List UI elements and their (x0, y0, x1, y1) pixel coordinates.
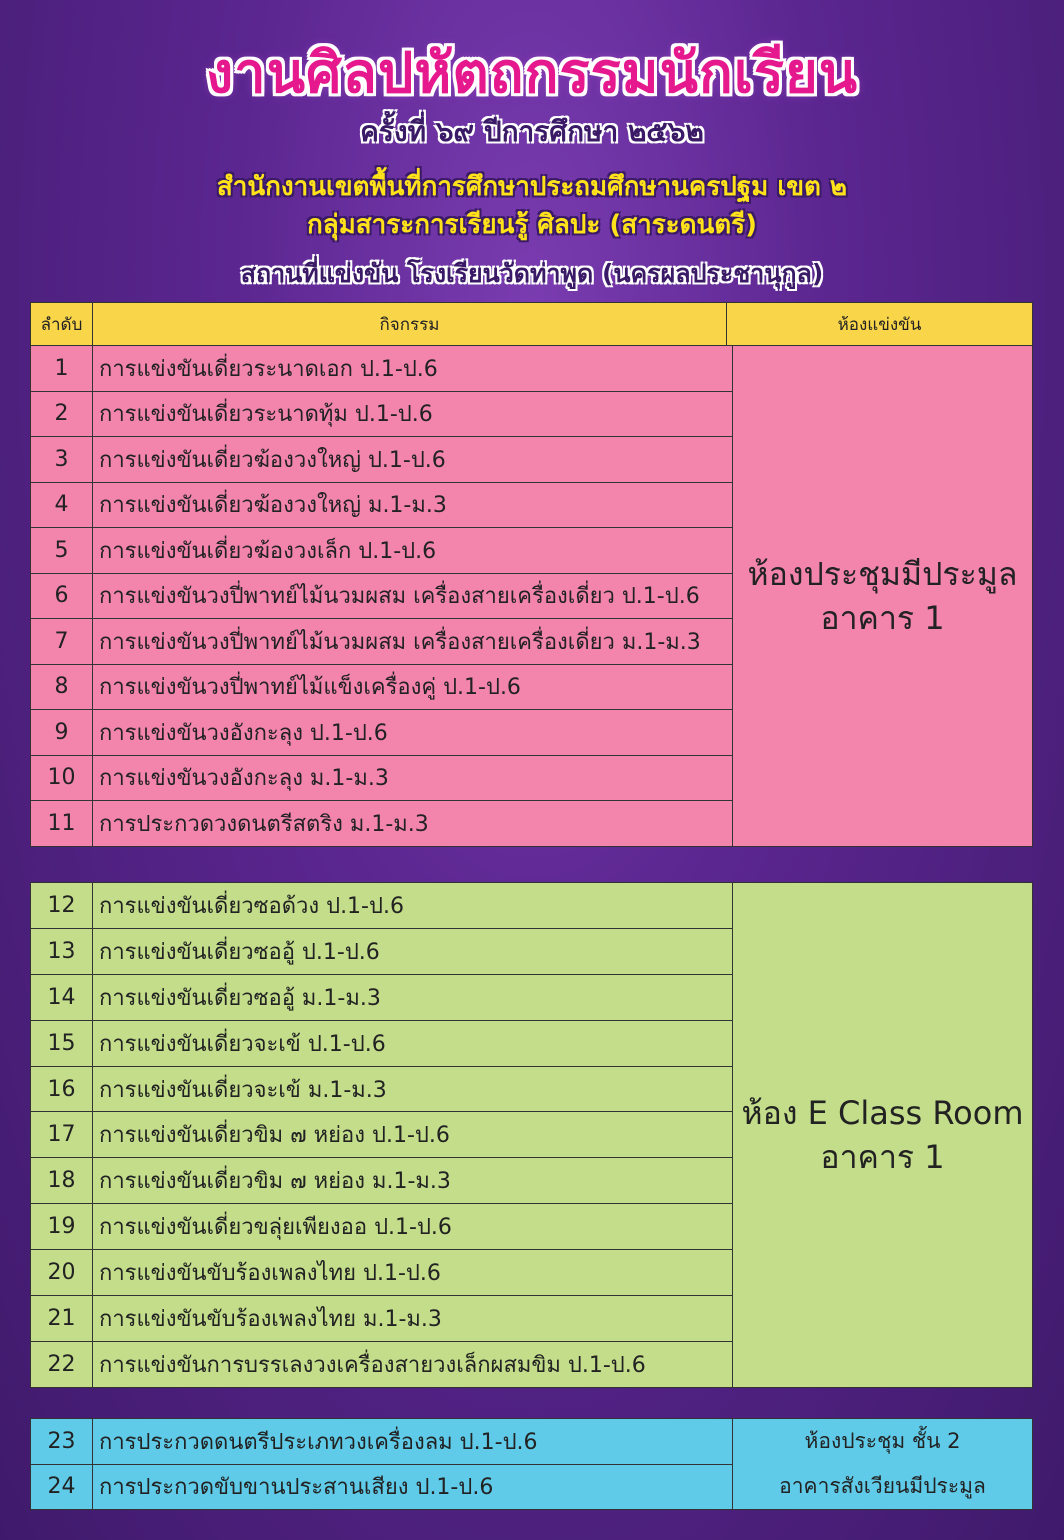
row-number: 4 (31, 482, 93, 528)
table-header (30, 302, 1033, 346)
column-header-activity: กิจกรรม (93, 303, 727, 346)
row-number: 8 (31, 664, 93, 710)
row-activity: การแข่งขันเดี่ยวขิม ๗ หย่อง ป.1-ป.6 (93, 1112, 733, 1158)
office-name: สำนักงานเขตพื้นที่การศึกษาประถมศึกษานครปฐม เขต ๒ (216, 172, 848, 202)
edition-subtitle: ครั้งที่ ๖๙ ปีการศึกษา ๒๕๖๒ (360, 115, 704, 148)
group-table-1 (30, 345, 1033, 847)
row-number: 20 (31, 1250, 93, 1296)
row-number: 13 (31, 928, 93, 974)
room-name: ห้องประชุม ชั้น 2 (804, 1429, 961, 1453)
row-number: 11 (31, 801, 93, 847)
row-activity: การประกวดขับขานประสานเสียง ป.1-ป.6 (93, 1464, 733, 1510)
row-number: 14 (31, 974, 93, 1020)
row-number: 3 (31, 437, 93, 483)
row-number: 19 (31, 1204, 93, 1250)
row-activity: การประกวดดนตรีประเภทวงเครื่องลม ป.1-ป.6 (93, 1419, 733, 1465)
row-number: 5 (31, 528, 93, 574)
row-activity: การแข่งขันเดี่ยวฆ้องวงใหญ่ ป.1-ป.6 (93, 437, 733, 483)
table-row (31, 1419, 1033, 1465)
row-activity: การแข่งขันวงปี่พาทย์ไม้แข็งเครื่องคู่ ป.1-ป.6 (93, 664, 733, 710)
room-name: ห้องประชุมมีประมูล (747, 554, 1018, 593)
room-building: อาคาร 1 (820, 1137, 945, 1176)
row-number: 17 (31, 1112, 93, 1158)
row-activity: การแข่งขันวงปี่พาทย์ไม้นวมผสม เครื่องสายเครื่องเดี่ยว ป.1-ป.6 (93, 573, 733, 619)
row-activity: การแข่งขันเดี่ยวขลุ่ยเพียงออ ป.1-ป.6 (93, 1204, 733, 1250)
row-number: 15 (31, 1020, 93, 1066)
table-row (31, 346, 1033, 392)
row-number: 21 (31, 1296, 93, 1342)
row-activity: การแข่งขันเดี่ยวขิม ๗ หย่อง ม.1-ม.3 (93, 1158, 733, 1204)
room-name: ห้อง E Class Room (741, 1093, 1024, 1132)
row-number: 23 (31, 1419, 93, 1465)
row-activity: การแข่งขันเดี่ยวซออู้ ม.1-ม.3 (93, 974, 733, 1020)
row-number: 2 (31, 391, 93, 437)
room-cell (733, 346, 1033, 847)
row-number: 9 (31, 710, 93, 756)
row-number: 12 (31, 883, 93, 929)
row-number: 10 (31, 755, 93, 801)
room-building: อาคารสังเวียนมีประมูล (779, 1474, 986, 1498)
row-activity: การแข่งขันวงอังกะลุง ป.1-ป.6 (93, 710, 733, 756)
column-header-room: ห้องแข่งขัน (727, 303, 1033, 346)
row-number: 6 (31, 573, 93, 619)
row-number: 1 (31, 346, 93, 392)
row-activity: การแข่งขันวงอังกะลุง ม.1-ม.3 (93, 755, 733, 801)
row-number: 7 (31, 619, 93, 665)
row-activity: การแข่งขันวงปี่พาทย์ไม้นวมผสม เครื่องสายเครื่องเดี่ยว ม.1-ม.3 (93, 619, 733, 665)
row-activity: การแข่งขันเดี่ยวระนาดเอก ป.1-ป.6 (93, 346, 733, 392)
room-cell (733, 1419, 1033, 1510)
row-number: 16 (31, 1066, 93, 1112)
room-cell (733, 883, 1033, 1388)
page-title: งานศิลปหัตถกรรมนักเรียน (205, 41, 859, 106)
row-activity: การแข่งขันขับร้องเพลงไทย ป.1-ป.6 (93, 1250, 733, 1296)
row-activity: การแข่งขันเดี่ยวระนาดทุ้ม ป.1-ป.6 (93, 391, 733, 437)
row-activity: การแข่งขันเดี่ยวจะเข้ ป.1-ป.6 (93, 1020, 733, 1066)
column-header-no: ลำดับ (31, 303, 93, 346)
group-table-3 (30, 1418, 1033, 1510)
venue: สถานที่แข่งขัน โรงเรียนวัดท่าพูด (นครผลประชานุกูล) (240, 259, 824, 288)
group-table-2 (30, 882, 1033, 1388)
row-number: 24 (31, 1464, 93, 1510)
table-row (31, 883, 1033, 929)
row-activity: การแข่งขันการบรรเลงวงเครื่องสายวงเล็กผสมขิม ป.1-ป.6 (93, 1341, 733, 1387)
row-activity: การแข่งขันเดี่ยวฆ้องวงใหญ่ ม.1-ม.3 (93, 482, 733, 528)
row-activity: การแข่งขันเดี่ยวฆ้องวงเล็ก ป.1-ป.6 (93, 528, 733, 574)
row-activity: การแข่งขันเดี่ยวจะเข้ ม.1-ม.3 (93, 1066, 733, 1112)
row-number: 18 (31, 1158, 93, 1204)
subject-group: กลุ่มสาระการเรียนรู้ ศิลปะ (สาระดนตรี) (306, 210, 758, 240)
row-activity: การแข่งขันเดี่ยวซออู้ ป.1-ป.6 (93, 928, 733, 974)
row-activity: การประกวดวงดนตรีสตริง ม.1-ม.3 (93, 801, 733, 847)
row-activity: การแข่งขันขับร้องเพลงไทย ม.1-ม.3 (93, 1296, 733, 1342)
room-building: อาคาร 1 (820, 598, 945, 637)
row-number: 22 (31, 1341, 93, 1387)
row-activity: การแข่งขันเดี่ยวซอด้วง ป.1-ป.6 (93, 883, 733, 929)
